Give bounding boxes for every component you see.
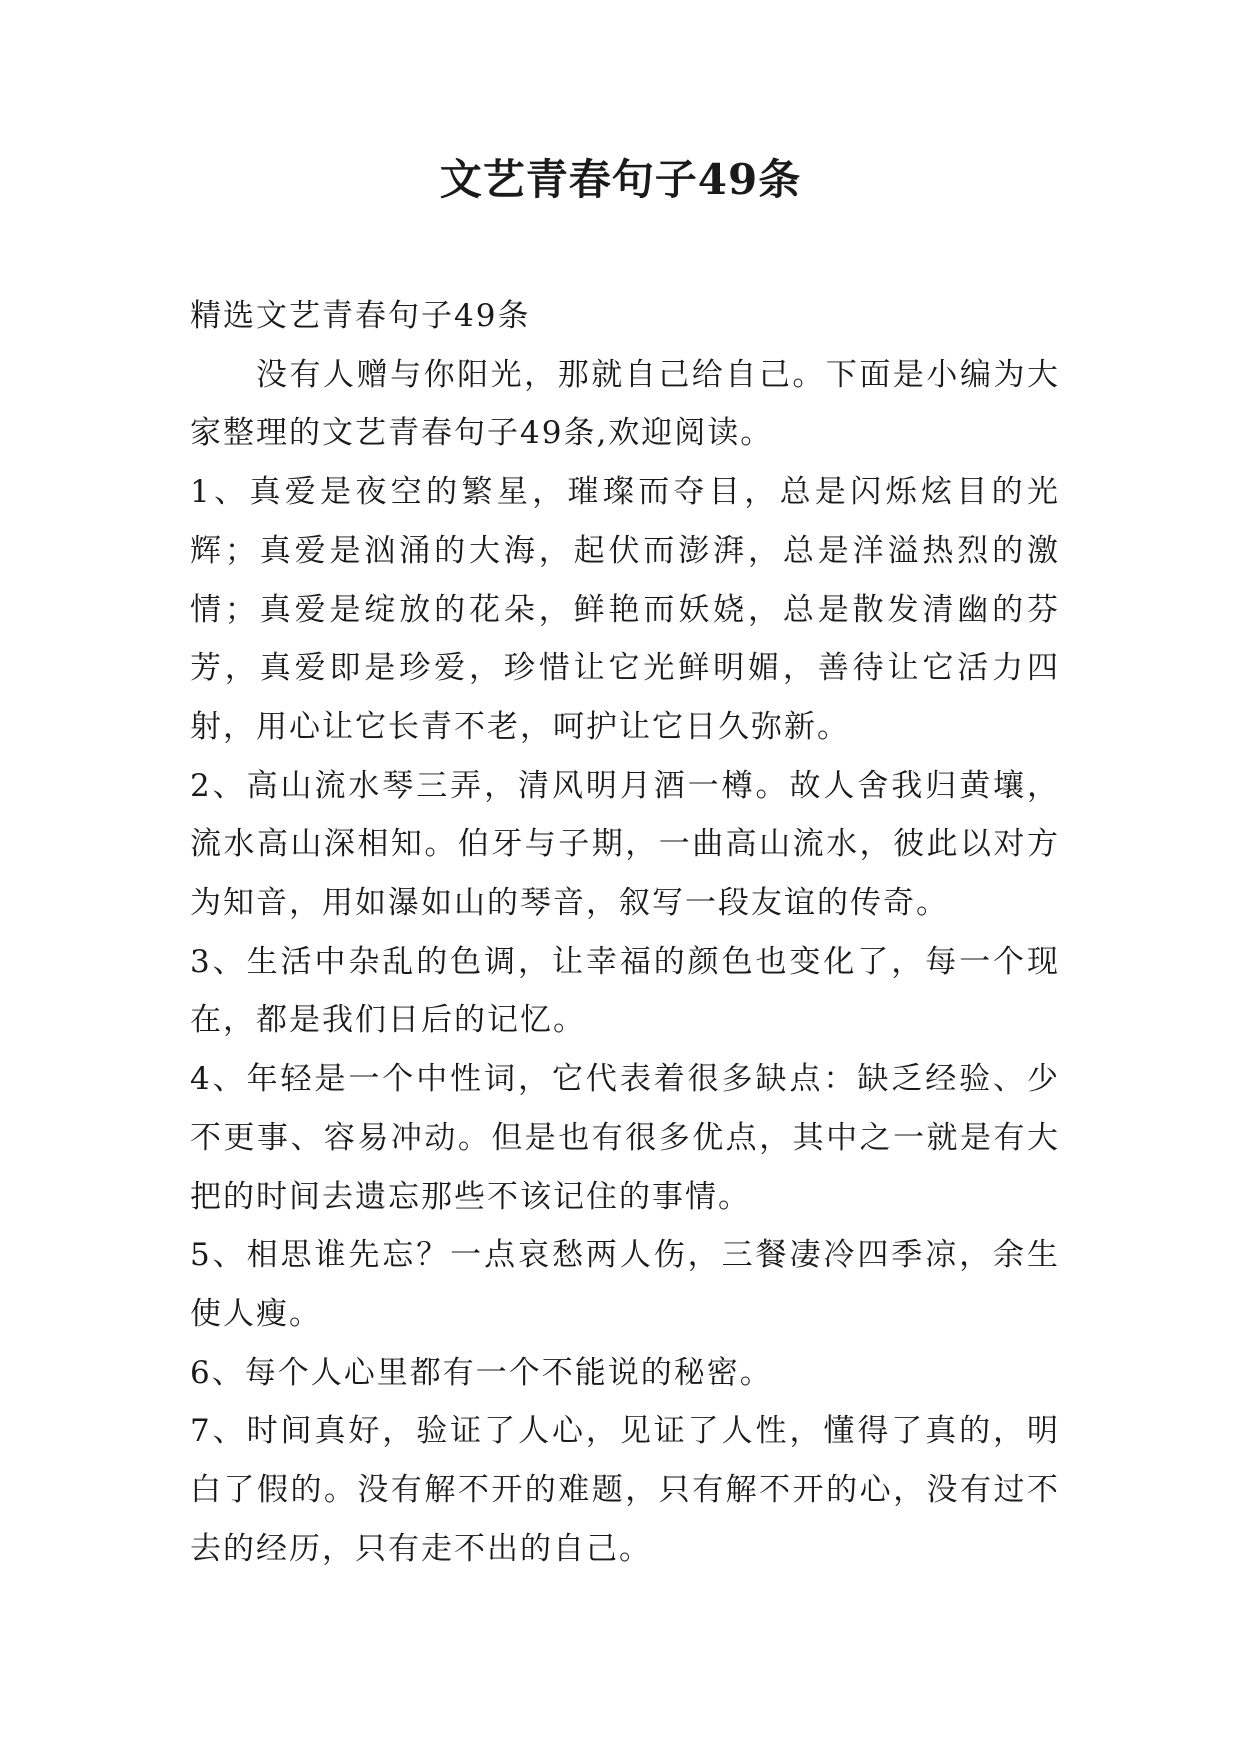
list-item: 3、生活中杂乱的色调，让幸福的颜色也变化了，每一个现在，都是我们日后的记忆。 [190, 943, 1060, 1039]
document-body [190, 287, 1060, 1578]
list-item: 4、年轻是一个中性词，它代表着很多缺点：缺乏经验、少不更事、容易冲动。但是也有很多优点，其中之一就是有大把的时间去遗忘那些不该记住的事情。 [190, 1061, 1060, 1215]
list-item: 2、高山流水琴三弄，清风明月酒一樽。故人舍我归黄壤，流水高山深相知。伯牙与子期，一曲高山流水，彼此以对方为知音，用如瀑如山的琴音，叙写一段友谊的传奇。 [190, 767, 1060, 922]
list-item: 7、时间真好，验证了人心，见证了人性，懂得了真的，明白了假的。没有解不开的难题，只有解不开的心，没有过不去的经历，只有走不出的自己。 [190, 1413, 1060, 1567]
list-item: 6、每个人心里都有一个不能说的秘密。 [190, 1354, 773, 1391]
list-item: 1、真爱是夜空的繁星，璀璨而夺目，总是闪烁炫目的光辉；真爱是汹涌的大海，起伏而澎湃，总是洋溢热烈的激情；真爱是绽放的花朵，鲜艳而妖娆，总是散发清幽的芬芳，真爱即是珍爱，珍惜让它光鲜明媚，善待让它活力四射，用心让它长青不老，呵护让它日久弥新。 [190, 474, 1060, 745]
document-subtitle: 精选文艺青春句子49条 [190, 298, 531, 334]
intro-paragraph: 没有人赠与你阳光，那就自己给自己。下面是小编为大家整理的文艺青春句子49条,欢迎阅读。 [190, 356, 1060, 452]
document-title: 文艺青春句子49条 [439, 155, 802, 204]
list-item: 5、相思谁先忘？一点哀愁两人伤，三餐凄冷四季凉，余生使人瘦。 [190, 1237, 1060, 1332]
